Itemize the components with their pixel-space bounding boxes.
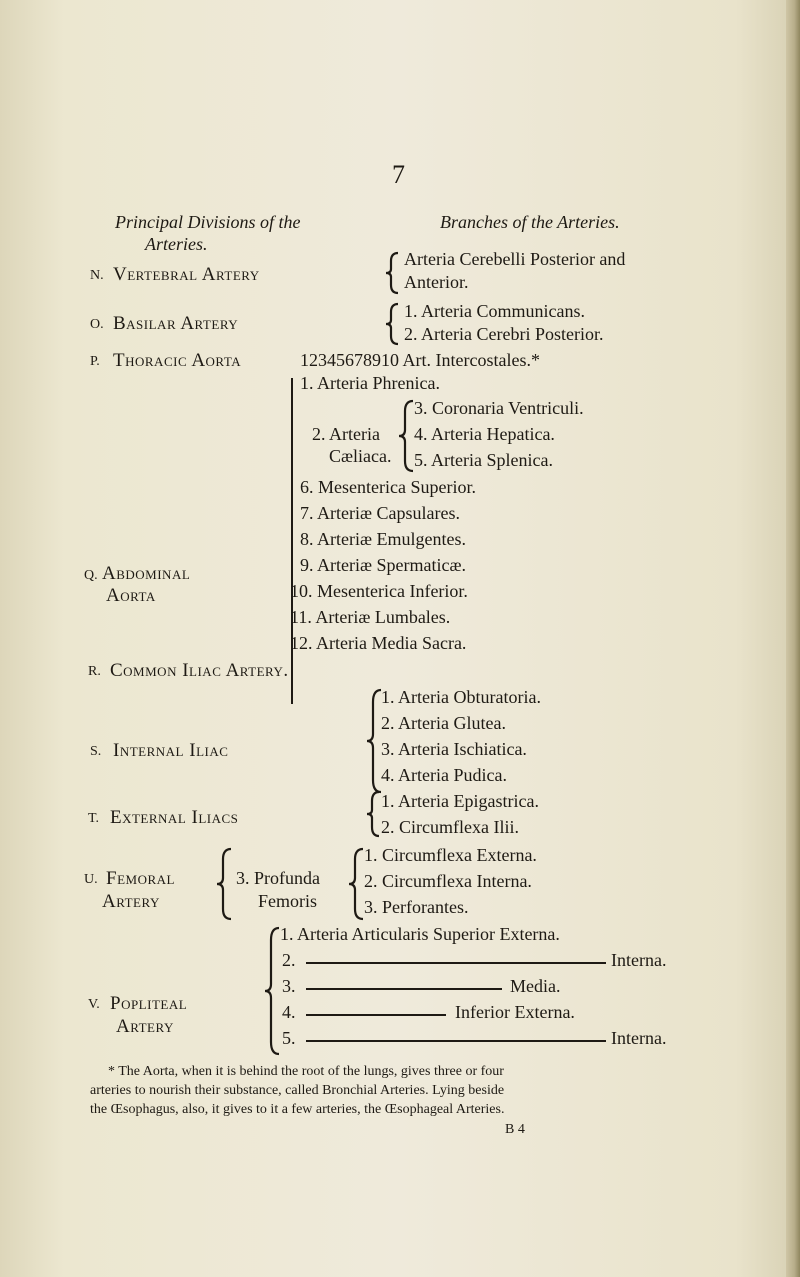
header-left-line2: Arteries. [145, 234, 208, 254]
letter-o: O. [90, 317, 104, 332]
division-popliteal-line1: Popliteal [110, 993, 188, 1014]
branch-t-1: 1. Arteria Epigastrica. [381, 791, 539, 811]
division-basilar-artery: Basilar Artery [113, 313, 239, 334]
branch-q-5: 5. Arteria Splenica. [414, 450, 553, 470]
letter-s: S. [90, 744, 102, 759]
ditto-line-v3 [306, 988, 502, 990]
branch-v-5-text: Interna. [611, 1028, 667, 1048]
division-thoracic-aorta: Thoracic Aorta [113, 350, 242, 371]
letter-r: R. [88, 664, 101, 679]
branch-q-1: 1. Arteria Phrenica. [300, 373, 440, 393]
division-abdominal-aorta-line1: Abdominal [102, 563, 191, 584]
brace-t [366, 790, 380, 843]
footnote-line1: * The Aorta, when it is behind the root of the lungs, gives three or four [108, 1064, 504, 1079]
branch-v-3-number: 3. [282, 976, 296, 996]
branch-t-2: 2. Circumflexa Ilii. [381, 817, 519, 837]
branch-v-2-number: 2. [282, 950, 296, 970]
division-external-iliacs: External Iliacs [110, 807, 239, 828]
brace-n [385, 251, 399, 300]
brace-o [385, 302, 399, 351]
ditto-line-v4 [306, 1014, 446, 1016]
branch-q-12: 12. Arteria Media Sacra. [290, 633, 467, 653]
branch-v-1: 1. Arteria Articularis Superior Externa. [280, 924, 560, 944]
branch-n-line2: Anterior. [404, 272, 469, 292]
branch-v-4-number: 4. [282, 1002, 296, 1022]
letter-p: P. [90, 354, 100, 369]
branch-v-5-number: 5. [282, 1028, 296, 1048]
brace-v [264, 926, 280, 1061]
letter-n: N. [90, 268, 104, 283]
brace-u [216, 847, 232, 926]
branch-n-line1: Arteria Cerebelli Posterior and [404, 249, 626, 269]
page-edge-shadow [786, 0, 800, 1277]
brace-q [291, 378, 293, 704]
ditto-line-v5 [306, 1040, 606, 1042]
brace-s [366, 688, 382, 799]
branch-s-1: 1. Arteria Obturatoria. [381, 687, 541, 707]
letter-t: T. [88, 811, 100, 826]
branch-v-4-text: Inferior Externa. [455, 1002, 575, 1022]
branch-q-2-line1: 2. Arteria [312, 424, 380, 444]
signature-mark: B 4 [505, 1122, 525, 1137]
branch-q-7: 7. Arteriæ Capsulares. [300, 503, 460, 523]
division-abdominal-aorta-line2: Aorta [106, 585, 156, 606]
branch-o-1: 1. Arteria Communicans. [404, 301, 585, 321]
branch-p: 12345678910 Art. Intercostales.* [300, 350, 540, 370]
branch-u-1: 1. Circumflexa Externa. [364, 845, 537, 865]
branch-o-2: 2. Arteria Cerebri Posterior. [404, 324, 604, 344]
branch-q-8: 8. Arteriæ Emulgentes. [300, 529, 466, 549]
branch-q-11: 11. Arteriæ Lumbales. [290, 607, 451, 627]
division-internal-iliac: Internal Iliac [113, 740, 229, 761]
letter-u: U. [84, 872, 98, 887]
division-femoral-line2: Artery [102, 891, 160, 912]
footnote-line2: arteries to nourish their substance, called Bronchial Arteries. Lying beside [90, 1083, 505, 1098]
footnote-line3: the Œsophagus, also, it gives to it a few arteries, the Œsophageal Arteries. [90, 1102, 505, 1117]
branch-s-4: 4. Arteria Pudica. [381, 765, 507, 785]
branch-u-2: 2. Circumflexa Interna. [364, 871, 532, 891]
branch-v-2-text: Interna. [611, 950, 667, 970]
header-right: Branches of the Arteries. [440, 212, 620, 232]
brace-u2 [348, 847, 364, 926]
division-popliteal-line2: Artery [116, 1016, 174, 1037]
brace-q2 [398, 399, 414, 478]
femoral-profunda-line1: 3. Profunda [236, 868, 320, 888]
letter-v: V. [88, 997, 100, 1012]
branch-v-3-text: Media. [510, 976, 561, 996]
branch-s-2: 2. Arteria Glutea. [381, 713, 506, 733]
division-common-iliac-artery: Common Iliac Artery. [110, 660, 289, 681]
branch-s-3: 3. Arteria Ischiatica. [381, 739, 527, 759]
header-left-line1: Principal Divisions of the [115, 212, 301, 232]
branch-u-3: 3. Perforantes. [364, 897, 469, 917]
letter-q: Q. [84, 568, 98, 583]
branch-q-4: 4. Arteria Hepatica. [414, 424, 555, 444]
ditto-line-v2 [306, 962, 606, 964]
division-vertebral-artery: Vertebral Artery [113, 264, 260, 285]
division-femoral-line1: Femoral [106, 868, 175, 889]
page-number: 7 [392, 160, 405, 189]
femoral-profunda-line2: Femoris [258, 891, 318, 911]
branch-q-3: 3. Coronaria Ventriculi. [414, 398, 584, 418]
branch-q-10: 10. Mesenterica Inferior. [290, 581, 468, 601]
branch-q-6: 6. Mesenterica Superior. [300, 477, 476, 497]
branch-q-9: 9. Arteriæ Spermaticæ. [300, 555, 466, 575]
branch-q-2-line2: Cæliaca. [329, 446, 392, 466]
